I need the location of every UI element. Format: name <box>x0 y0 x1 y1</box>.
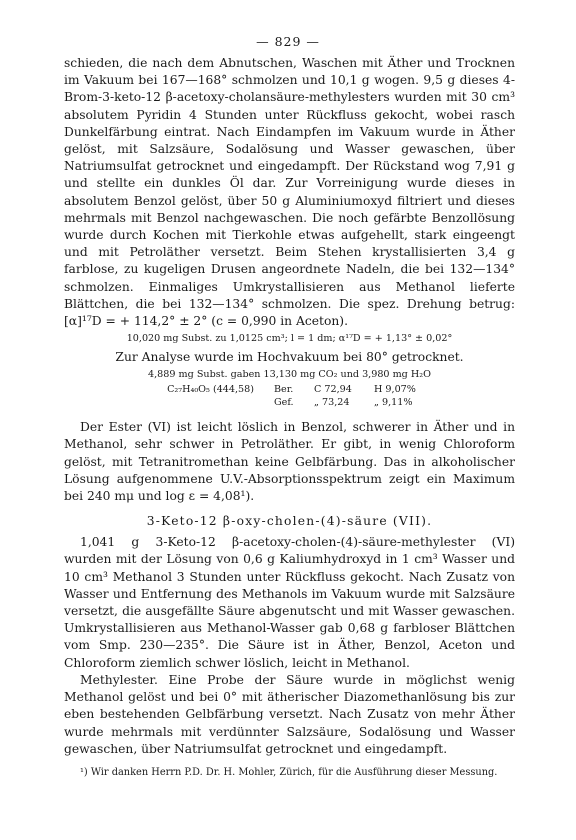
analysis-formula: C₂₇H₄₀O₅ (444,58) <box>167 384 254 396</box>
analysis-label: Gef. <box>274 397 294 409</box>
rotation-note: 10,020 mg Subst. zu 1,0125 cm³; l = 1 dm; α¹⁷D = + 1,13° ± 0,02° <box>126 333 453 345</box>
paragraph-4: Methylester. Eine Probe der Säure wurde in möglichst wenig Methanol gelöst und bei 0° mit ätherischer Diazomethanlösung bis zur eben bestehenden Gelbfärbung versetzt. Nach Zusatz von mehr Äther wurde mehrmals mit verdünnter Salzsäure, Sodalösung und Wasser gewaschen, über Natriumsulfat getrocknet und eingedampft. <box>64 672 515 756</box>
analysis-intro: Zur Analyse wurde im Hochvakuum bei 80° getrocknet. <box>115 350 464 365</box>
page-body <box>64 55 515 789</box>
paragraph-2: Der Ester (VI) ist leicht löslich in Benzol, schwerer in Äther und in Methanol, sehr schwer in Petroläther. Er gibt, in wenig Chloroform gelöst, mit Tetranitromethan keine Gelbfärbung. Das in alkoholischer Lösung aufgenommene U.V.-Absorptionsspektrum zeigt ein Maximum bei 240 mμ und log ε = 4,08¹). <box>64 420 515 504</box>
analysis-block <box>64 368 515 409</box>
analysis-row-calculated <box>64 383 515 396</box>
analysis-h-value: „ 9,11% <box>374 397 413 409</box>
paragraph-3: 1,041 g 3-Keto-12 β-acetoxy-cholen-(4)-säure-methylester (VI) wurden mit der Lösung von 0,6 g Kaliumhydroxyd in 1 cm³ Wasser und 10 cm³ Methanol 3 Stunden unter Rückfluss gekocht. Nach Zusatz von Wasser und Entfernung des Methanols im Vakuum wurde mit Salzsäure versetzt, die ausgefällte Säure abgenutscht und mit Wasser gewaschen. Umkrystallisieren aus Methanol-Wasser gab 0,68 g farbloser Blättchen vom Smp. 230—235°. Die Säure ist in Äther, Benzol, Aceton und Chloroform ziemlich schwer löslich, leicht in Methanol. <box>64 535 515 670</box>
page-number: — 829 — <box>256 34 320 49</box>
analysis-row-found <box>64 396 515 409</box>
analysis-c-value: C 72,94 <box>314 384 352 396</box>
analysis-line: 4,889 mg Subst. gaben 13,130 mg CO₂ und 3,980 mg H₂O <box>148 369 431 381</box>
analysis-formula-empty <box>64 396 274 409</box>
analysis-label: Ber. <box>274 384 294 396</box>
section-heading: 3-Keto-12 β-oxy-cholen-(4)-säure (VII). <box>146 514 433 529</box>
paragraph-1: schieden, die nach dem Abnutschen, Waschen mit Äther und Trocknen im Vakuum bei 167—168° schmolzen und 10,1 g wogen. 9,5 g dieses 4-Brom-3-keto-12 β-acetoxy-cholansäure-methylesters wurden mit 30 cm³ absolutem Pyridin 4 Stunden unter Rückfluss gekocht, wobei rasch Dunkelfärbung eintrat. Nach Eindampfen im Vakuum wurde in Äther gelöst, mit Salzsäure, Sodalösung und Wasser gewaschen, über Natriumsulfat getrocknet und eingedampft. Der Rückstand wog 7,91 g und stellte ein dunkles Öl dar. Zur Vorreinigung wurde dieses in absolutem Benzol gelöst, über 50 g Aluminiumoxyd filtriert und dieses mehrmals mit Benzol nachgewaschen. Die noch gefärbte Benzollösung wurde durch Kochen mit Tierkohle etwas aufgehellt, stark eingeengt und mit Petroläther versetzt. Beim Stehen krystallisierten 3,4 g farblose, zu kugeligen Drusen angeordnete Nadeln, die bei 132—134° schmolzen. Einmaliges Umkrystallisieren aus Methanol lieferte Blättchen, die bei 132—134° schmolzen. Die spez. Drehung betrug: [α]¹⁷D = + 114,2° ± 2° (c = 0,990 in Aceton). <box>64 56 515 329</box>
analysis-h-value: H 9,07% <box>374 384 416 396</box>
analysis-c-value: „ 73,24 <box>314 397 350 409</box>
footnote: ¹) Wir danken Herrn P.D. Dr. H. Mohler, Zürich, für die Ausführung dieser Messung. <box>80 766 498 778</box>
